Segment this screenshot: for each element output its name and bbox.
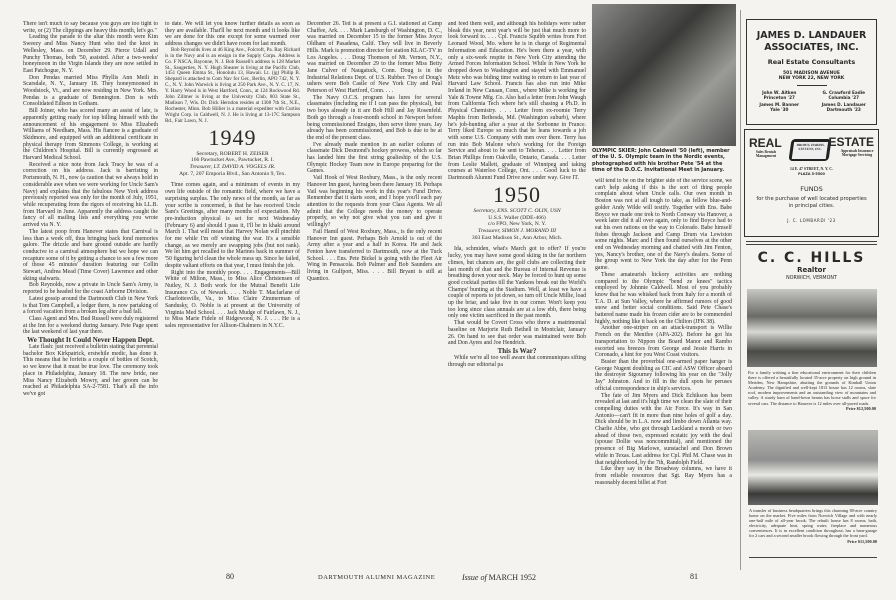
ad-company-name: ASSOCIATES, INC. [764,42,859,53]
section-heading: We Thought It Could Never Happen Dept. [27,336,154,345]
realtor-title: Realtor [797,266,826,274]
partner [747,90,812,100]
divider [746,241,877,242]
partner [812,90,877,100]
paragraph: and feed them well, and although his holidays were rather bleak this year, next year's will be just that much more to look forward to. . . . Cpl. Francis Squibb writes from Fort Leonard Wood, Mo. where he is in charge of Regimental Information and Education. He's been there a year, with only a six-week respite in New York City attending the Armed Forces Information School. While in New York he dropped down to Washington and stayed with Emmanuel Metz who was biding time waiting to return to last year of Harvard Law School. Francis has also run into Mike Ireland in New Canaan, Conn., where Mike is working for Yale & Towne Mfg. Co. Also had a letter from John Waugh from California Tech where he's still chasing a Ph.D. in Physical Chemistry. . . . Letter from ex-roomie Terry Maphis from Bethesda, Md. (Washington suburb), where he's job-hunting after a year at the Sorbonne in France. Terry liked Europe so much that he leans towards a job with some U.S. Company with men over there. Terry has run into Bob Malone who's working for the Foreign Service and about to be sent to Teheran. . . . Letter from Brian Phillips from Oakville, Ontario, Canada. . . . Letter from Leslie Mallett, graduate of Winnipeg and taking courses at Waterloo College, Ont. . . . Good luck to the Dartmouth Alumni Fund Drive now under way. Give IT. [448,21,586,182]
realtor-name: C. C. HILLS [757,250,866,266]
magazine-name: DARTMOUTH ALUMNI MAGAZINE [318,574,436,581]
paragraph: Time comes again, and a minimum of events in my own life outside of the romantic field, where we have a surprising surplus. The only news of the month, as far as your scribe is concerned, is that he has received Uncle Sam's Greetings, after many months of expectation. My pre-induction physical is set for next Wednesday (February 6) and should I pass it, I'll be in khaki around March 1. That will mean that Harvey Nolan will pinchhit for me while I'm off winning the war. It's a sensible change, as we merely are swapping jobs (but not rank). We let him get recalled to the Marines back in summer of '50 figuring he'd clean the whole mess up. Since he failed, despite valiant efforts on that year, I must finish the job. [165,182,300,269]
ad-address: NEW YORK 22, NEW YORK [778,76,845,81]
page-number-right: 81 [690,572,698,581]
issue-month: MARCH 1952 [488,573,537,582]
photo-caption: OLYMPIC SKIER: John Caldwell '50 (left), member of the U. S. Olympic team in the Nordic events, photographed with his brother Pete '54 at the time of the D.O.C. Invitational Meet in January. [592,148,730,174]
paragraph: will tend to be on the brighter side of the service scene, we can't help asking if this is the sort of thing people complain about when Uncle calls. Our own month in Boston was not at all tough to take, as fellow blue-and-golder Andy Wilde will testify. Together with Ens. Babe Boyce we made one trek to North Conway via Hanover, a week later did it all over again, only to find Boyce had to eat his own rations on the way to Colorado. Babe himself fishes through Jackson and Camp Drum via Lewiston some nights. Marc and I then found ourselves at the other end on Wednesday morning and chatted with Jim Fenton, yes, Nancy's brother, one of the Navy's dealers. Some of the group went to New York the day after for the Penn game. [595,178,732,272]
paragraph: Fail Hamil of West Roxbury, Mass., is the only recent Hanover Inn guest. Perhaps Bob Arnold is out of the Army after a year and a half in Korea. He and Jack Fenton have transferred to Dartmouth, now at the Tuck School. . . . Ens. Pete Bickel is going with the Fleet Air Wing in Pensacola. Bob Palmer and Bob Saunders are living in Gulfport, Miss. . . . Bill Bryant is still at Quantico. [307,228,442,282]
estate-label: ESTATE [828,135,874,149]
meriden-house-photo [747,289,877,367]
secretary-address: 166 Pawtucket Ave., Pawtucket, R. I. [190,157,275,164]
right-services: Appraisals Insurance Mortgage Servicing [840,149,874,158]
column-1 [23,21,158,566]
cc-hills-ad [746,250,877,282]
paragraph: There isn't much to say because you guys are too tight to write, or (2) The clippings are heavy this month, let's go." [23,21,158,34]
paragraph: The Navy O.C.S. program has lures for several classmates (including me if I can pass the physical), but two boys already in it are Bob Hill and Jay Rosenfeld. Both go through a four-month school in Newport before being commissioned Ensigns, then serve three years. Jay already has been commissioned, and Bob is due to be at the end of the present class. [307,94,442,141]
paragraph: Ida, schmiden, what's March got to offer? If you're lucky, you may have some good skiing in the far northern climes, but chances are, the golf clubs are collecting their last month of dust and the Bureau of Internal Revenue is breathing down your neck. May be forced to hunt up some good cocktail parties till the Yankees break out the World's Champs' bunting at the Stadium. Well, at least we have a couple of reports to jot down, so turn off Uncle Millie, load up the briar, and take five in our corner. Won't keep you too long since class annuals are at a low ebb, there being only one victim sacrificed in the past month. [448,246,586,320]
partner-name: John W. Aitken [762,90,797,95]
partner [812,102,877,112]
partner-school: Dartmouth '23 [826,107,861,112]
listing-1 [748,370,876,411]
funds-title: FUNDS [800,185,823,193]
paragraph: Right into the monthly poop. . . . Engagements—Bill White of Milton, Mass., to Miss Alice Christensen of Nutley, N. J. Both work for the Mutual Benefit Life Insurance Co. of Newark. . . . Noble T. Macfarlane of Charlottesville, Va., to Miss Claire Zimmerman of Sandusky, O. Noble is at present at the University of Virginia Med School. . . . Jack Mudge of Fairlawn, N. J., to Miss Marie Fidele of Ridgewood, N. J. . . . He is a sales representative for Allison-Chalmers in N.Y.C. [165,269,300,330]
paragraph: While we're all too well aware that communiques sifting through our editorial pa [448,354,586,368]
paragraph: Another one-striper on an attack-transport is Willie French on the Menifee (APA-202). Before he got his transportation to Nippon the Board Manor and Rambo escorted sea breezes from George and Jessie Harris in Coronado, a hint for you West Coast visitors. [595,325,732,359]
listing-description: For a family wishing a fine educational environment for their children there is offered a beautifully located 35-acre property on high ground in Meriden, New Hampshire, abutting the grounds of Kimball Union Academy. The dignified and well-kept 1813 house has 12 rooms, slate roof, modern improvements and an outstanding view of mountains and valley. A sturdy barn of hand-hewn beams has horse stalls and space for several cars. The distance to Hanover is 12 miles over all-paved roads. [748,370,876,406]
listing-price: Price $11,500.00 [847,538,877,544]
secretary-address: U.S.S. Waller (DDE-466) [488,214,546,221]
paragraph: The fate of Jim Myers and Dick Echikson has been revealed at last and it's high time we clean the slate of their compelling duties with the Air Force. It's way in San Antonio—can't fit in more than nine holes of golf a day. Dick should be in L.A. now and limbo down Atlanta way. Charlie Abbe, who got through Lackland a month or two ahead of those two, expressed ecstatic joy with the deal (spouse Dollie was noncommittal), and mentioned the presence of Big Marlowe, sunstachel and Don Brown while in Texas. Last address for Cpl. Phil M. Chase was in that neighborhood, by the 7th, Randolph Field. [595,392,732,466]
listing-price: Price $12,500.00 [846,405,876,411]
column-3 [307,21,442,566]
issue-line [462,573,536,582]
paragraph: These amateurish hickory activities are nothing compared to the Olympic "bend ze knees" tactics employed by Johnnie Caldwell. Most of you probably know that he was whisked back from Italy for a month of T.A. D. at Sun Valley, where he affirmed rumors of good snow and better social conditions. Said Pete Chase's battered name made his frozen cider are to be commended highly, nothing like it back on the Chilton (JFK 38). [595,271,732,325]
real-label: REAL [749,136,782,150]
paragraph: Busier than the proverbial one-armed paper hanger is George Nugent doubling as CIC and ASW Officer aboard the destroyer Sigourney following his year on the "Jolly Jay" Johnston. And to fill in the dull spots he peruses official correspondence in ship's services. [595,358,732,392]
section-heading: This Is War? [497,346,537,355]
bhs-logo [788,139,831,161]
partner [747,102,812,112]
ad-tagline: Real Estate Consultants [767,58,856,66]
paragraph: Class Agent and Mrs. Bud Russell were duly registered at the Inn for a weekend during January. Pete Page spent the last weekend of last year there. [23,315,158,336]
treasurer-address: Apt. 7, 207 Emporia Blvd., San Antonio 9, Tex. [179,170,286,177]
partner-name: G. Crawford Eadie [822,90,865,95]
left-services: Sales Rentals Management [755,150,777,159]
address-changes: Bob Reynolds lives at 46 King Ave., Folcroft, Pa. Ray Richard is in the Navy and is an ensign in the Supply Corps. Address is Co. F NSCA, Bayonne, N. J. Bob Russell's address is 128 Market St., Saugerties, N. Y. Hugh Shearer is living at the Pacific Club, 1451 Queen Emma St., Honolulu 13, Hawaii. Lt. (jg) Philip B. Shepard is attached to Com Nav for Ger., Berlin, APO 742, N. Y. C., N. Y. John Warwick is living at 250 Park Ave., N. Y. C. 17, N. Y. Harry Wood is in West Hartford, Conn., at 124 Rockwood Rd. John Zillmer is living at the University Club, 803 State St., Madison 7, Wis. Dr. Dick Herndon resides at 1308 7th St., N.E., Rochester, Minn. Bob Hillier is a material expediter with Curtiss Wright Corp. in Caldwell, N. J. He is living at 13-17C Sampson Rd., Fair Lawn, N. J. [165,46,300,124]
realtor-location: NORWICH, VERMONT [786,276,837,281]
column-5 [595,178,732,566]
paragraph: Vail Hook of West Roxbury, Mass., is the only recent Hanover Inn guest, having been there January 18. Perhaps Vail was beginning his work in this year's Fund Drive. Remember that it starts soon, and I hope you'll each pay attention to the requests from your Class Agents. We all admit that the College needs the money to operate properly, so why not give what you can and give it willingly? [307,175,442,229]
paragraph: Latest gossip around the Dartmouth Club in New York is that Tom Campbell, a lodger there, is now partaking of a forced vacation from a broken leg after a bad fall. [23,295,158,316]
partner-school: Yale '30 [770,107,789,112]
norwich-house-photo [748,430,878,505]
column-2 [165,21,300,566]
paragraph: Received a nice note from Jack Tracy he was of a correction on his address. Jack is barristing in Portsmouth, N. H., now (a caution that we always hold in considerable awe when we were working for Uncle Sam's Navy) and explains that the fabulous New York address previously reported was only for the month of July, 1951, while recuperating from the rigors of receiving his LL.B. from Harvard in June. Apparently the address caught the fancy of all mailing lists and everything you wrote arrived via N. Y. [23,161,158,229]
paragraph: That would be Covert Cross who threw a matrimonial baseline on Marjorie Ruth Bethell in Montclair, January 26. On hand to see that order was maintained were Bob and Don Ayres and Joe Hendrich. [448,320,586,347]
paragraph: Bill Joiner, who has scored many an assist of late, is apparently getting ready for top billing himself with the announcement of his engagement to Miss Elizabeth Williams of Needham, Mass. His fiancee is a graduate of Skidmore, and equipped with an additional certificate in physical therapy from Simmons College, is working at the Children's Hospital. Bill is currently engrossed at Harvard Medical School. [23,108,158,162]
paragraph: December 26. Ted is at present a G.I. stationed at Camp Chaffee, Ark. . . . Mark Lansburgh of Washington, D. C., was married on December 15 to the former Miss Joyce Oldham of Pasadena, Calif. They will live in Beverly Hills. Mark is promotion director for station KLAC-TV in Los Angeles. . . . Doug Thomson of Mt. Vernon, N.Y., was married on December 29 to the former Miss Betty Jane Culver of Naugatuck, Conn. Doug is in the Industrial Relations Dept. of U.S. Rubber. Two of Doug's ushers were Bob Castle of New York City and Paul Peterson of West Hartford, Conn. . . . [307,21,442,95]
treasurer-line: Treasurer, SIMON J. MORAND III [478,227,556,234]
brown-harris-stevens-ad [744,129,879,237]
class-year-heading: 1950 [493,181,541,207]
issue-label: Issue of [462,573,487,582]
divider [749,557,877,558]
ad-address: 501 MADISON AVENUE [783,71,840,76]
paragraph: Don Pendas married Miss Phyllis Ann Meili in Scarsdale, N. Y., January 18. They honeymooned in Woodstock, Vt., and are now residing in New York. Mrs. Pendas is a graduate of Bennington. Don is with Consolidated Edison in Gotham. [23,74,158,108]
olympic-skier-photo [592,4,736,146]
paragraph: Leading the parade to the altar this month were Kim Sweezy and Miss Nancy Hunt who tied the knot in Wellesley, Mass. on December 29. Pierce Udall and Punchy Thomas, both '50, assisted. After a two-weeks' honeymoon in the Virgin Islands they are now settled in East Patchogue, N. Y. [23,34,158,74]
ad-address: 14 E. 47 STREET, N. Y. C. [789,167,833,171]
logo-text: BROWN, HARRIS, STEVENS, INC. [792,142,828,159]
divider [746,244,877,245]
listing-description: A transfer of business headquarters brings this charming 80-acre country home on the market. Five miles from Norwich Village and with nearly one-half mile of all-year brook. The rebuilt house has 8 rooms, bath, electricity, adequate heat, spring water, fireplace and numerous conveniences. It is in excellent condition throughout, has a barn-garage for 2 cars and a second smaller brook flowing through the front yard. [749,508,877,539]
paragraph: I've already made mention in an earlier column of classmate Dick Desmond's hockey prowess, which so far has landed him the first string goalieship of the U.S. Olympic Hockey Team now in Europe preparing for the Games. [307,141,442,175]
column-4 [448,21,586,566]
paragraph: Bob Reynolds, now a private in Uncle Sam's Army, is reported to be headed for the coast Airborne Division. [23,282,158,296]
treasurer-line: Treasurer, LT. DAVID A. VOGELS JR. [189,164,276,170]
partner-name: James M. Banner [759,102,800,107]
ad-company-name: JAMES D. LANDAUER [756,30,867,41]
partner-name: James D. Landauer [821,102,866,107]
secretary-address: c/o FPO, New York, N. Y. [487,221,547,228]
listing-2 [749,508,877,544]
paragraph: Like they say in the Broadway columns, we have it from reliable resources that Sgt. Ray Myers has a reasonably decent billet at Fort [595,466,732,486]
paragraph: The latest poop from Hanover states that Carnival is less than a week off, thus bringing back fond memories galore. The drizzle and bare ground outside are hardly conducive to a carnival atmosphere but we hope we can recapture some of it by getting a chance to see a few more of those 45 minutes' duration featuring our Collin Stewart, Andrea Mead (Time Cover) Lawrence and other skiing stalwarts. [23,228,158,282]
funds-contact: J. C. LOMBARDI '23 [787,218,836,223]
secretary-line: Secretary, ROBERT H. ZEISER [196,150,269,157]
treasurer-address: 303 East Madison St., Ann Arbor, Mich. [471,234,563,241]
secretary-line: Secretary, ENS. SCOTT C. OLIN, USN [473,207,561,214]
ad-phone: PLAZA 5-5500 [798,172,825,176]
class-year-heading: 1949 [208,124,257,150]
paragraph: Late flash: just received a bulletin stating that perennial bachelor Box Kirkpatrick, erstwhile medic, has done it. This means that he forfeits a couple of bottles of Scotch, so we know that it must be true love. The ceremony took place in Philadelphia, January 18. The new bride, nee Miss Nancy Elizabeth Mowry, and her groom can be reached at Philadelphia SA-2-7581. That's all the info we've got [23,344,158,397]
funds-text: for the purchase of well located properties in principal cities. [756,196,867,209]
landauer-ad [746,19,877,125]
partner-school: Princeton '27 [763,95,795,100]
paragraph: to date. We will let you know further details as soon as they are available. That'll be next month and it looks like we are done for this one except for some warmed over address changes we didn't have room for last month. [165,21,300,48]
column-rule [740,10,741,570]
partner-school: Columbia '27 [828,95,860,100]
page-number-left: 80 [226,572,234,581]
